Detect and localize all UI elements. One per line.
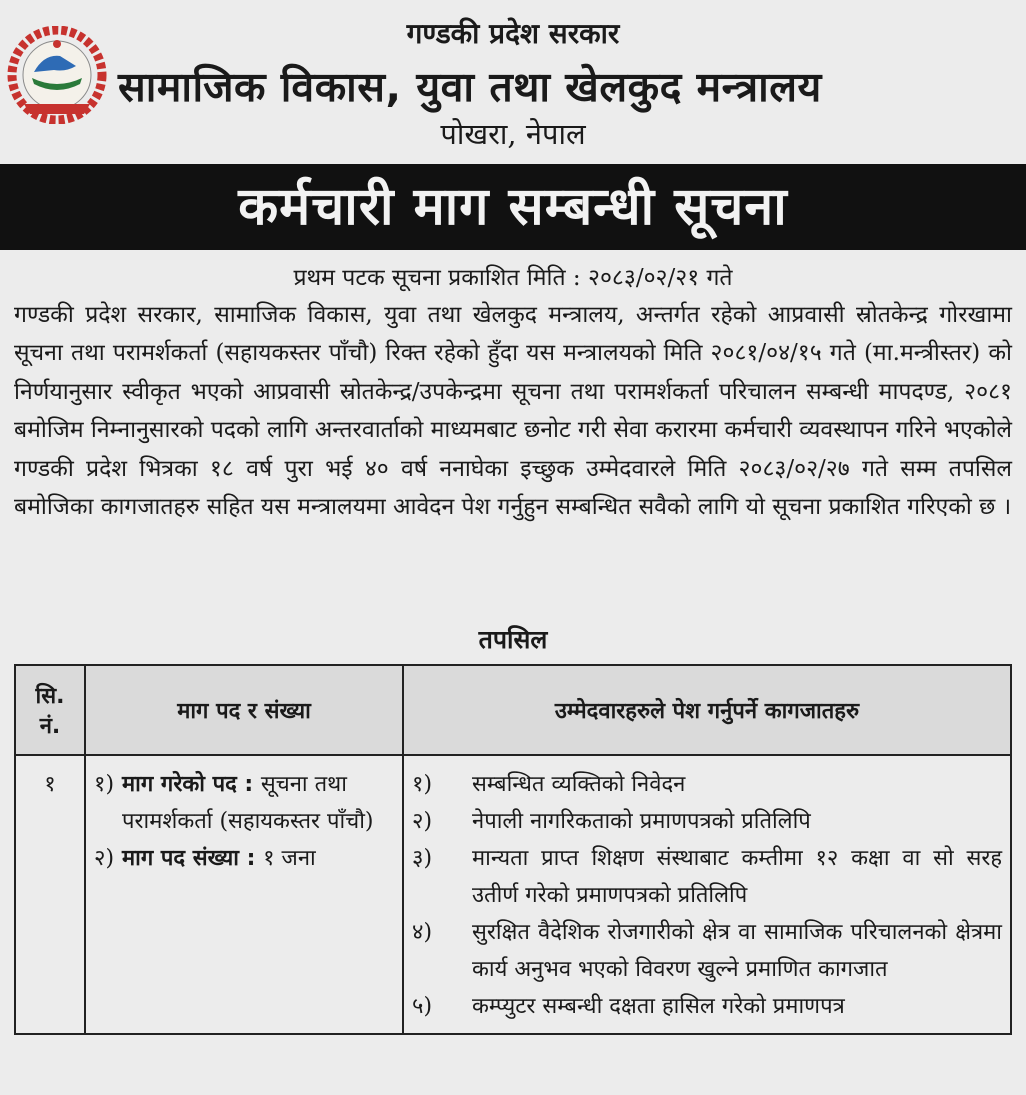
serial-number: १ [15, 755, 85, 1034]
document-number: ४) [412, 920, 433, 945]
notice-body: गण्डकी प्रदेश सरकार, सामाजिक विकास, युवा तथा खेलकुद मन्त्रालय, अन्तर्गत रहेको आप्रवासी स्रोतकेन्द्र गोरखामा सूचना तथा परामर्शकर्ता (सहायकस्तर पाँचौ) रिक्त रहेको हुँदा यस मन्त्रालयको मिति २०८१/०४/१५ गते (मा.मन्त्रीस्तर) को निर्णयानुसार स्वीकृत भएको आप्रवासी स्रोतकेन्द्र/उपकेन्द्रमा सूचना तथा परामर्शकर्ता परिचालन सम्बन्धी मापदण्ड, २०८१ बमोजिम निम्नानुसारको पदको लागि अन्तरवार्ताको माध्यमबाट छनोट गरी सेवा करारमा कर्मचारी व्यवस्थापन गरिने भएकोले गण्डकी प्रदेश भित्रका १८ वर्ष पुरा भई ४० वर्ष ननाघेका इच्छुक उम्मेदवारले मिति २०८३/०२/२७ गते सम्म तपसिल बमोजिका कागजातहरु सहित यस मन्त्रालयमा आवेदन पेश गर्नुहुन सम्बन्धित सवैको लागि यो सूचना प्रकाशित गरिएको छ । [14, 302, 1012, 521]
list-item [412, 840, 1002, 914]
notice-title-banner: कर्मचारी माग सम्बन्धी सूचना [0, 164, 1026, 250]
requirement-number: २) [94, 846, 115, 871]
header-documents: उम्मेदवारहरुले पेश गर्नुपर्ने कागजातहरु [403, 665, 1011, 755]
requirement-value: सूचना तथा परामर्शकर्ता (सहायकस्तर पाँचौ) [122, 772, 374, 834]
list-item [412, 766, 1002, 803]
requirement-item [94, 766, 394, 840]
requirement-label: माग गरेको पद [122, 772, 237, 797]
list-item [412, 803, 1002, 840]
requirement-separator: : [238, 846, 264, 871]
details-table [14, 664, 1012, 1035]
header-position: माग पद र संख्या [85, 665, 403, 755]
requirement-value: १ जना [263, 846, 316, 871]
required-documents [403, 755, 1011, 1034]
ministry-location: पोखरा, नेपाल [440, 117, 586, 151]
requirement-separator: : [236, 772, 261, 797]
table-title: तपसिल [478, 625, 548, 654]
header-serial: सि. नं. [15, 665, 85, 755]
publication-date: प्रथम पटक सूचना प्रकाशित मिति : २०८३/०२/२१ गते [293, 265, 733, 291]
document-text: सुरक्षित वैदेशिक रोजगारीको क्षेत्र वा सामाजिक परिचालनको क्षेत्रमा कार्य अनुभव भएको विवरण खुल्ने प्रमाणित कागजात [472, 920, 1002, 982]
document-number: १) [412, 772, 433, 797]
document-text: कम्प्युटर सम्बन्धी दक्षता हासिल गरेको प्रमाणपत्र [472, 994, 845, 1019]
list-item [412, 988, 1002, 1025]
position-details [85, 755, 403, 1034]
document-number: ५) [412, 994, 433, 1019]
list-item [412, 914, 1002, 988]
requirement-number: १) [94, 772, 115, 797]
document-number: २) [412, 809, 433, 834]
document-text: सम्बन्धित व्यक्तिको निवेदन [472, 772, 686, 797]
table-row [15, 755, 1011, 1034]
document-text: मान्यता प्राप्त शिक्षण संस्थाबाट कम्तीमा १२ कक्षा वा सो सरह उतीर्ण गरेको प्रमाणपत्रको प्रतिलिपि [472, 846, 1002, 908]
document-number: ३) [412, 846, 433, 871]
ministry-name: सामाजिक विकास, युवा तथा खेलकुद मन्त्रालय [118, 63, 822, 111]
table-header-row [15, 665, 1011, 755]
government-name: गण्डकी प्रदेश सरकार [406, 17, 620, 50]
requirement-item [94, 840, 394, 877]
requirement-label: माग पद संख्या [122, 846, 239, 871]
notice-header [0, 0, 1026, 162]
document-text: नेपाली नागरिकताको प्रमाणपत्रको प्रतिलिपि [472, 809, 811, 834]
